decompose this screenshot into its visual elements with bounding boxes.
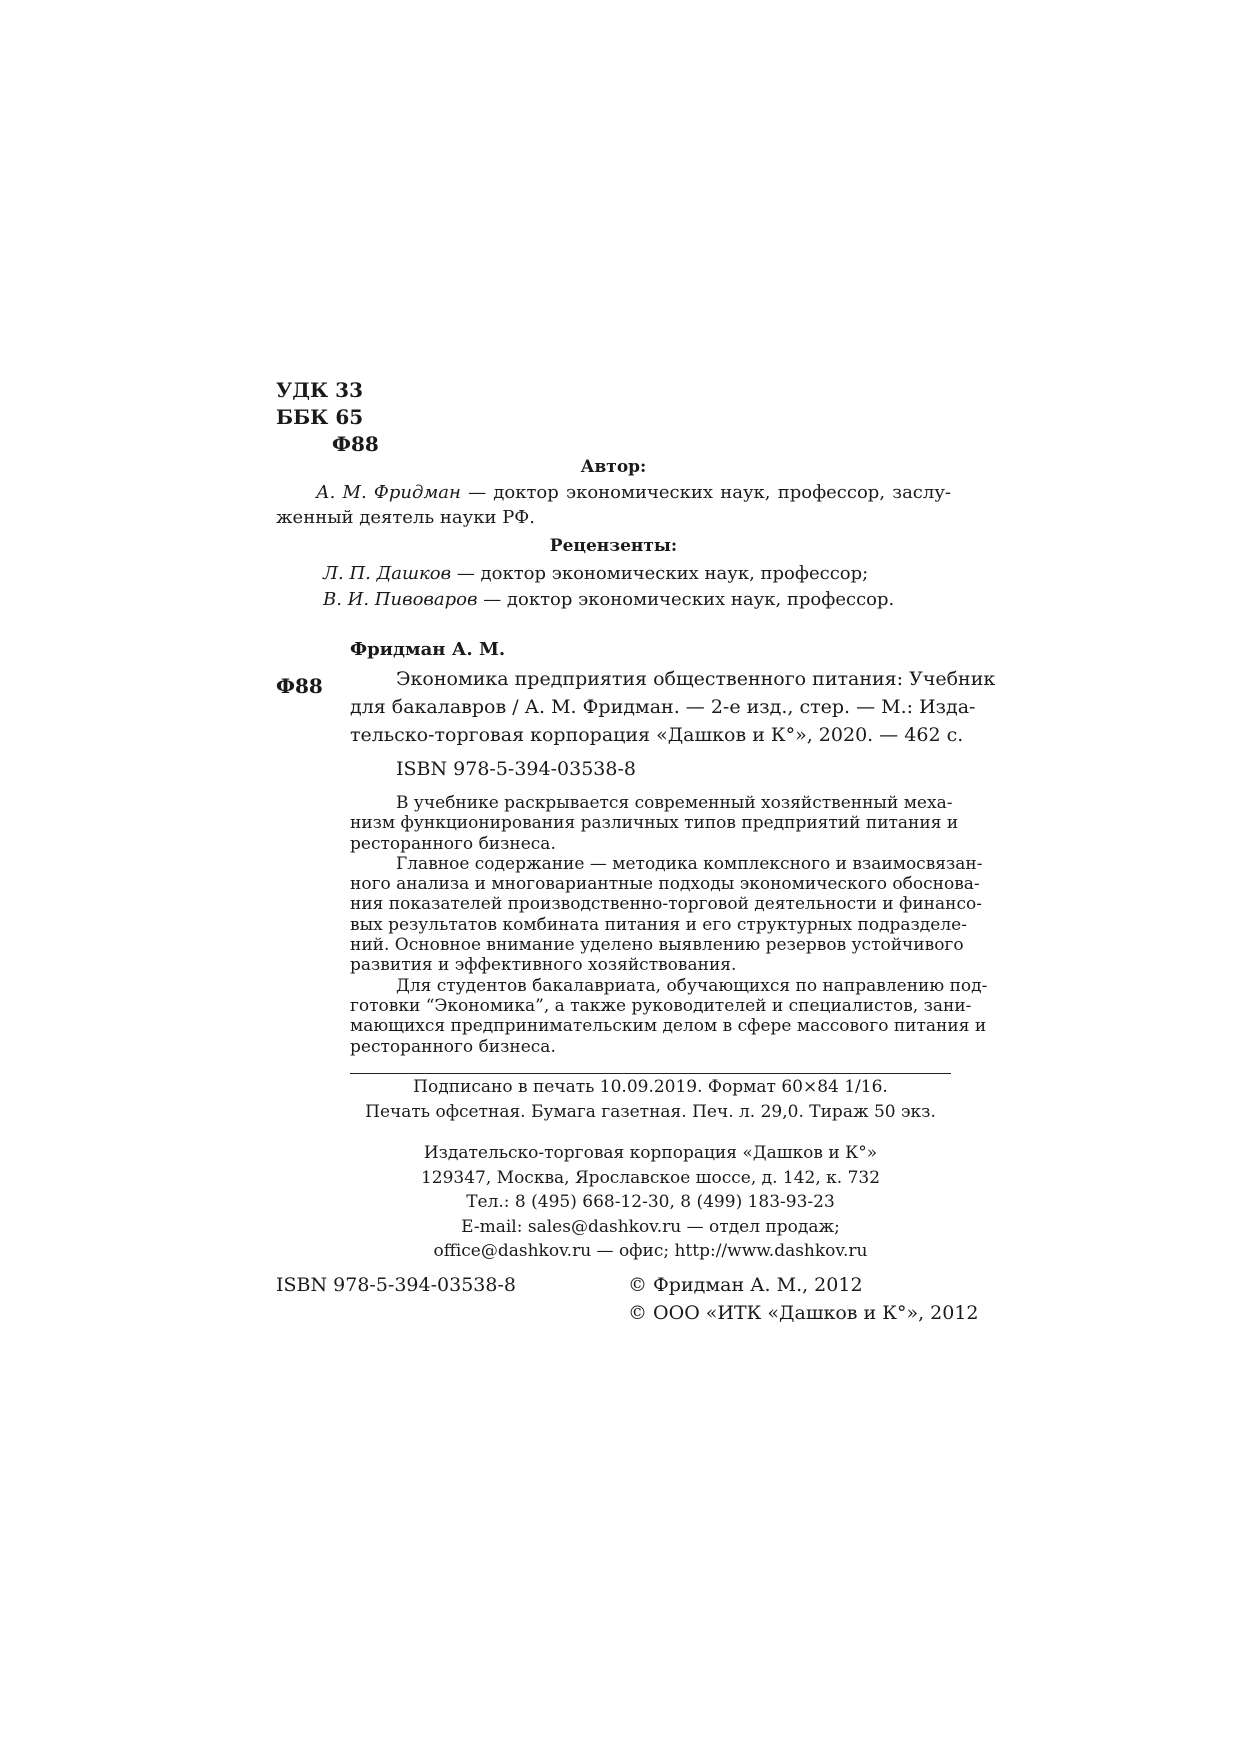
reviewer-1-name: Л. П. Дашков — [323, 563, 452, 584]
publisher-name: Издательско-торговая корпорация «Дашков и К°» — [423, 1143, 878, 1163]
udk-code: УДК 33 — [276, 378, 364, 402]
bib-title-line-3: тельско-торговая корпорация «Дашков и К°», 2020. — 462 с. — [350, 724, 964, 746]
print-info-line-1: Подписано в печать 10.09.2019. Формат 60×84 1/16. — [413, 1077, 888, 1097]
annotation-line: низм функционирования различных типов предприятий питания и — [350, 813, 959, 834]
bib-isbn: ISBN 978-5-394-03538-8 — [396, 758, 636, 780]
publisher-email-sales: E-mail: sales@dashkov.ru — отдел продаж; — [461, 1216, 840, 1237]
reviewers-heading: Рецензенты: — [549, 536, 678, 556]
bib-mark: Ф88 — [276, 674, 323, 698]
copyright-author: © Фридман А. М., 2012 — [628, 1274, 863, 1296]
author-heading: Автор: — [580, 457, 647, 477]
section-divider — [350, 1073, 951, 1074]
annotation-line: ния показателей производственно-торговой деятельности и финансо- — [350, 894, 982, 915]
annotation-line: ний. Основное внимание уделено выявлению резервов устойчивого — [350, 935, 964, 956]
annotation-line: ресторанного бизнеса. — [350, 833, 556, 854]
annotation-line: развития и эффективного хозяйствования. — [350, 955, 737, 976]
bib-title-line-1: Экономика предприятия общественного питания: Учебник — [396, 668, 996, 690]
author-mark: Ф88 — [332, 432, 379, 456]
reviewer-2: В. И. Пивоваров — доктор экономических наук, профессор. — [323, 589, 895, 610]
annotation — [350, 793, 988, 1057]
annotation-line: Главное содержание — методика комплексного и взаимосвязан- — [396, 853, 983, 874]
annotation-line: В учебнике раскрывается современный хозяйственный меха- — [396, 793, 953, 813]
author-line-1: А. М. Фридман — доктор экономических наук, профессор, заслу- — [316, 482, 951, 503]
bib-author-heading: Фридман А. М. — [350, 639, 506, 660]
annotation-line: Для студентов бакалавриата, обучающихся по направлению под- — [396, 975, 988, 996]
author-description — [276, 482, 951, 528]
publisher-email-office: office@dashkov.ru — офис; http://www.dashkov.ru — [433, 1241, 868, 1261]
annotation-line: вых результатов комбината питания и его структурных подразделе- — [350, 914, 967, 935]
publisher-address: 129347, Москва, Ярославское шоссе, д. 142, к. 732 — [420, 1167, 881, 1188]
annotation-line: мающихся предпринимательским делом в сфере массового питания и — [350, 1016, 987, 1037]
annotation-line: ного анализа и многовариантные подходы экономического обоснова- — [350, 874, 980, 895]
bib-title-line-2: для бакалавров / А. М. Фридман. — 2-е изд., стер. — М.: Изда- — [350, 696, 976, 718]
bbk-code: ББК 65 — [276, 405, 364, 429]
annotation-line: ресторанного бизнеса. — [350, 1036, 556, 1057]
publisher-phones: Тел.: 8 (495) 668-12-30, 8 (499) 183-93-23 — [466, 1192, 835, 1212]
annotation-line: готовки “Экономика”, а также руководителей и специалистов, зани- — [350, 995, 972, 1016]
reviewer-1: Л. П. Дашков — доктор экономических наук, профессор; — [323, 563, 869, 584]
publisher-block — [350, 1141, 951, 1264]
reviewer-2-name: В. И. Пивоваров — [323, 589, 478, 610]
author-line-2: женный деятель науки РФ. — [276, 507, 535, 528]
author-name: А. М. Фридман — [316, 482, 461, 503]
print-info-line-2: Печать офсетная. Бумага газетная. Печ. л. 29,0. Тираж 50 экз. — [365, 1102, 936, 1122]
footer-isbn: ISBN 978-5-394-03538-8 — [276, 1274, 516, 1296]
copyright-publisher: © ООО «ИТК «Дашков и К°», 2012 — [628, 1302, 979, 1324]
bib-title — [350, 665, 996, 749]
